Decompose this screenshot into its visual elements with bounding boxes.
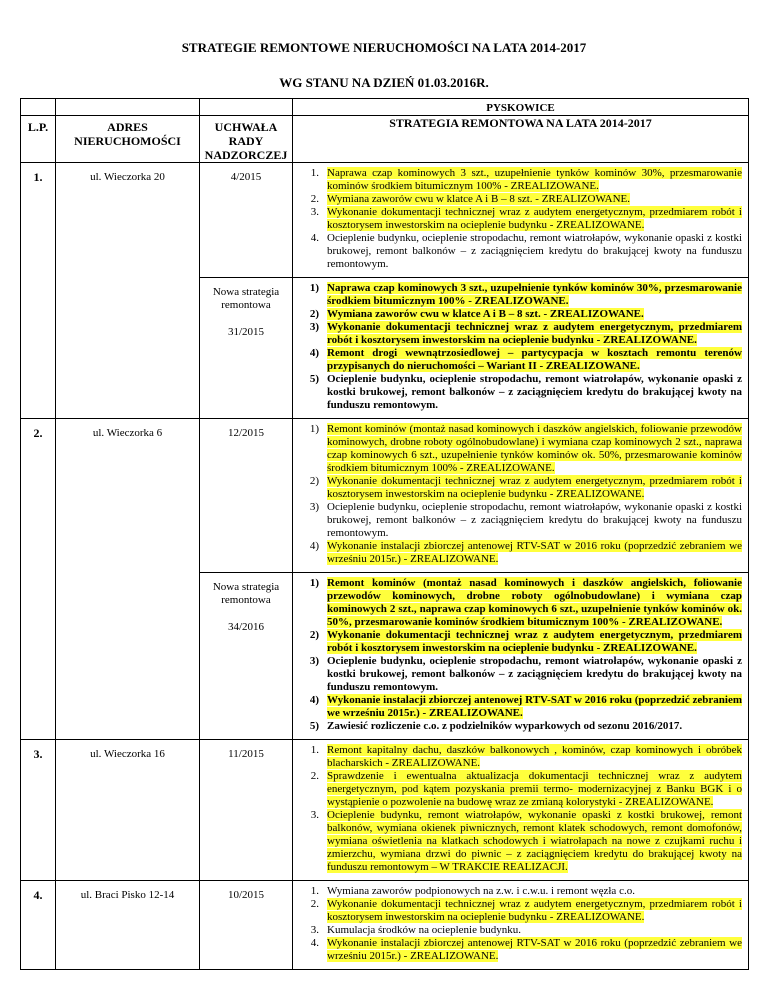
row-address: ul. Wieczorka 6 — [56, 419, 200, 740]
resolution-number: 12/2015 — [227, 427, 265, 439]
list-item-number: 2. — [310, 898, 319, 910]
row-resolution — [200, 419, 293, 573]
list-item-text: Wykonanie dokumentacji technicznej wraz z audytem energetycznym, przedmiarem robót i kosztorysem inwestorskim na ocieplenie budynku - ZREALIZOWANE. — [327, 321, 742, 346]
list-item — [293, 167, 742, 193]
resolution-number: 11/2015 — [228, 748, 264, 760]
list-item — [293, 206, 742, 232]
strategy-list — [293, 881, 748, 969]
list-item — [293, 308, 742, 321]
list-item — [293, 885, 742, 898]
list-item-text: Wykonanie dokumentacji technicznej wraz z audytem energetycznym, przedmiarem robót i kosztorysem inwestorskim na ocieplenie budynku - ZREALIZOWANE. — [327, 629, 742, 654]
list-item-number: 4) — [309, 347, 319, 359]
table-row — [21, 419, 749, 573]
table-row — [21, 740, 749, 881]
list-item — [293, 321, 742, 347]
list-item — [293, 193, 742, 206]
list-item-number: 3) — [309, 501, 319, 513]
row-strategy — [293, 419, 749, 573]
list-item-number: 1. — [310, 167, 319, 179]
list-item — [293, 232, 742, 271]
row-resolution — [200, 573, 293, 740]
row-strategy — [293, 573, 749, 740]
row-lp: 3. — [21, 740, 56, 881]
list-item-number: 2) — [309, 308, 319, 320]
header-row — [21, 116, 749, 163]
list-item-number: 4) — [309, 540, 319, 552]
list-item-text: Kumulacja środków na ocieplenie budynku. — [327, 924, 521, 936]
list-item — [293, 373, 742, 412]
list-item-text: Wymiana zaworów cwu w klatce A i B – 8 szt. - ZREALIZOWANE. — [327, 193, 630, 205]
list-item-number: 3) — [309, 655, 319, 667]
list-item-text: Naprawa czap kominowych 3 szt., uzupełnienie tynków kominów 30%, przesmarowanie środkiem bitumicznym 100% - ZREALIZOWANE. — [327, 282, 742, 307]
list-item-text: Remont kominów (montaż nasad kominowych i daszków angielskich, foliowanie przewodów kominowych, drobne roboty ogólnobudowlane) i wymiana czap kominowych 2 szt., naprawa czap kominowych 6 szt., uzupełnienie tynków kominów ok. 50%, przesmarowanie kominów środkiem bitumicznym 100% - ZREALIZOWANE. — [327, 577, 742, 628]
list-item-number: 1. — [310, 885, 319, 897]
list-item — [293, 423, 742, 475]
list-item-text: Ocieplenie budynku, remont wiatrołapów, wykonanie opaski z kostki brukowej, remont balkonów, wymiana okienek piwnicznych, remont klatek schodowych, remont domofonów, wymiana oświetlenia na klatkach schodowych i wiatrołapach na nowe z czujkami ruchu i zmierzchu, wymiana drzwi do piwnic – z zaciągnięciem kredytu do brakującej kwoty na funduszu remontowym – W TRAKCIE REALIZACJI. — [327, 809, 742, 873]
list-item-number: 1) — [309, 577, 319, 589]
row-strategy — [293, 163, 749, 278]
list-item-number: 3) — [309, 321, 319, 333]
list-item-number: 3. — [310, 206, 319, 218]
list-item — [293, 347, 742, 373]
list-item-number: 5) — [309, 720, 319, 732]
list-item — [293, 770, 742, 809]
list-item-text: Ocieplenie budynku, ocieplenie stropodachu, remont wiatrołapów, wykonanie opaski z kostki brukowej, remont balkonów – z zaciągnięciem kredytu do brakującej kwoty na funduszu remontowym. — [327, 655, 742, 693]
list-item-number: 3. — [310, 809, 319, 821]
list-item-text: Wykonanie instalacji zbiorczej antenowej RTV-SAT w 2016 roku (poprzedzić zebraniem we wrześniu 2015r.) - ZREALIZOWANE. — [327, 937, 742, 962]
list-item-text: Remont drogi wewnątrzosiedlowej – partycypacja w kosztach remontu terenów przypisanych do nieruchomości – Wariant II - ZREALIZOWANE. — [327, 347, 742, 372]
table-row — [21, 163, 749, 278]
list-item-text: Wykonanie dokumentacji technicznej wraz z audytem energetycznym, przedmiarem robót i kosztorysem inwestorskim na ocieplenie budynku - ZREALIZOWANE. — [327, 475, 742, 500]
list-item-number: 2) — [309, 475, 319, 487]
new-strategy-label: Nowa strategia remontowa — [212, 286, 280, 311]
list-item-text: Remont kapitalny dachu, daszków balkonowych , kominów, czap kominowych i obróbek blacharskich - ZREALIZOWANE. — [327, 744, 742, 769]
strategy-table — [20, 98, 749, 970]
list-item-number: 4. — [310, 232, 319, 244]
list-item — [293, 629, 742, 655]
list-item — [293, 937, 742, 963]
list-item-text: Ocieplenie budynku, ocieplenie stropodachu, remont wiatrołapów, wykonanie opaski z kostki brukowej, remont balkonów – z zaciągnięciem kredytu do brakującej kwoty na funduszu remontowym. — [327, 501, 742, 539]
col-header-resolution: UCHWAŁA RADY NADZORCZEJ — [200, 116, 293, 163]
list-item-text: Wykonanie dokumentacji technicznej wraz z audytem energetycznym, przedmiarem robót i kosztorysem inwestorskim na ocieplenie budynku - ZREALIZOWANE. — [327, 898, 742, 923]
list-item — [293, 501, 742, 540]
table-body — [21, 163, 749, 970]
row-lp: 2. — [21, 419, 56, 740]
list-item-text: Wykonanie dokumentacji technicznej wraz z audytem energetycznym, przedmiarem robót i kosztorysem inwestorskim na ocieplenie budynku - ZREALIZOWANE. — [327, 206, 742, 231]
list-item-text: Zawiesić rozliczenie c.o. z podzielników wyparkowych od sezonu 2016/2017. — [327, 720, 683, 732]
list-item-text: Sprawdzenie i ewentualna aktualizacja dokumentacji technicznej wraz z audytem energetycznym, pod kątem pozyskania premii termo- modernizacyjnej z Banku BGK i o wystąpienie o pozwolenie na budowę wraz ze zmianą kolorystyki - ZREALIZOWANE. — [327, 770, 742, 808]
col-header-lp: L.P. — [21, 116, 56, 163]
list-item-text: Naprawa czap kominowych 3 szt., uzupełnienie tynków kominów 30%, przesmarowanie kominów środkiem bitumicznym 100% - ZREALIZOWANE. — [327, 167, 742, 192]
list-item — [293, 720, 742, 733]
resolution-number: 10/2015 — [227, 889, 265, 901]
list-item-number: 2. — [310, 193, 319, 205]
city-name: PYSKOWICE — [293, 99, 749, 116]
row-resolution — [200, 881, 293, 970]
list-item-number: 1) — [309, 423, 319, 435]
row-lp: 4. — [21, 881, 56, 970]
list-item-text: Wykonanie instalacji zbiorczej antenowej RTV-SAT w 2016 roku (poprzedzić zebraniem we wrześniu 2015r.) - ZREALIZOWANE. — [327, 540, 742, 565]
strategy-list — [293, 419, 748, 572]
list-item-text: Ocieplenie budynku, ocieplenie stropodachu, remont wiatrołapów, wykonanie opaski z kostki brukowej, remont balkonów – z zaciągnięciem kredytu do brakującej kwoty na funduszu remontowym. — [327, 232, 742, 270]
list-item — [293, 924, 742, 937]
list-item-number: 4. — [310, 937, 319, 949]
row-strategy — [293, 278, 749, 419]
list-item-number: 2. — [310, 770, 319, 782]
row-resolution — [200, 163, 293, 278]
list-item-number: 1) — [309, 282, 319, 294]
city-row — [21, 99, 749, 116]
document-subtitle: WG STANU NA DZIEŃ 01.03.2016R. — [279, 75, 489, 90]
row-strategy — [293, 881, 749, 970]
table-row — [21, 881, 749, 970]
list-item-number: 5) — [309, 373, 319, 385]
new-strategy-label: Nowa strategia remontowa — [212, 581, 280, 606]
row-address: ul. Wieczorka 16 — [56, 740, 200, 881]
row-strategy — [293, 740, 749, 881]
list-item — [293, 655, 742, 694]
row-resolution — [200, 740, 293, 881]
list-item-number: 3. — [310, 924, 319, 936]
strategy-list — [293, 573, 748, 739]
resolution-number: 31/2015 — [227, 326, 265, 338]
resolution-number: 34/2016 — [227, 621, 265, 633]
list-item-number: 4) — [309, 694, 319, 706]
row-address: ul. Braci Pisko 12-14 — [56, 881, 200, 970]
list-item-number: 1. — [310, 744, 319, 756]
strategy-list — [293, 163, 748, 277]
list-item-text: Remont kominów (montaż nasad kominowych i daszków angielskich, foliowanie przewodów kominowych, drobne roboty ogólnobudowlane) i wymiana czap kominowych 2 szt., naprawa czap kominowych 6 szt., uzupełnienie tynków kominów ok. 50%, przesmarowanie kominów środkiem bitumicznym 100% - ZREALIZOWANE. — [327, 423, 742, 474]
list-item — [293, 475, 742, 501]
resolution-number: 4/2015 — [230, 171, 262, 183]
list-item-text: Wymiana zaworów cwu w klatce A i B – 8 szt. - ZREALIZOWANE. — [327, 308, 644, 320]
list-item — [293, 694, 742, 720]
list-item-text: Wymiana zaworów podpionowych na z.w. i c.w.u. i remont węzła c.o. — [327, 885, 635, 897]
row-resolution — [200, 278, 293, 419]
col-header-strategy: STRATEGIA REMONTOWA NA LATA 2014-2017 — [293, 116, 749, 163]
list-item — [293, 809, 742, 874]
row-address: ul. Wieczorka 20 — [56, 163, 200, 419]
list-item-text: Ocieplenie budynku, ocieplenie stropodachu, remont wiatrołapów, wykonanie opaski z kostki brukowej, remont balkonów – z zaciągnięciem kredytu do brakującej kwoty na funduszu remontowym. — [327, 373, 742, 411]
list-item — [293, 898, 742, 924]
list-item-number: 2) — [309, 629, 319, 641]
list-item — [293, 744, 742, 770]
strategy-list — [293, 278, 748, 418]
document-title: STRATEGIE REMONTOWE NIERUCHOMOŚCI NA LATA 2014-2017 — [181, 40, 587, 55]
strategy-list — [293, 740, 748, 880]
row-lp: 1. — [21, 163, 56, 419]
list-item — [293, 577, 742, 629]
col-header-address: ADRES NIERUCHOMOŚCI — [56, 116, 200, 163]
list-item-text: Wykonanie instalacji zbiorczej antenowej RTV-SAT w 2016 roku (poprzedzić zebraniem we wrześniu 2015r.) - ZREALIZOWANE. — [327, 694, 742, 719]
list-item — [293, 540, 742, 566]
list-item — [293, 282, 742, 308]
